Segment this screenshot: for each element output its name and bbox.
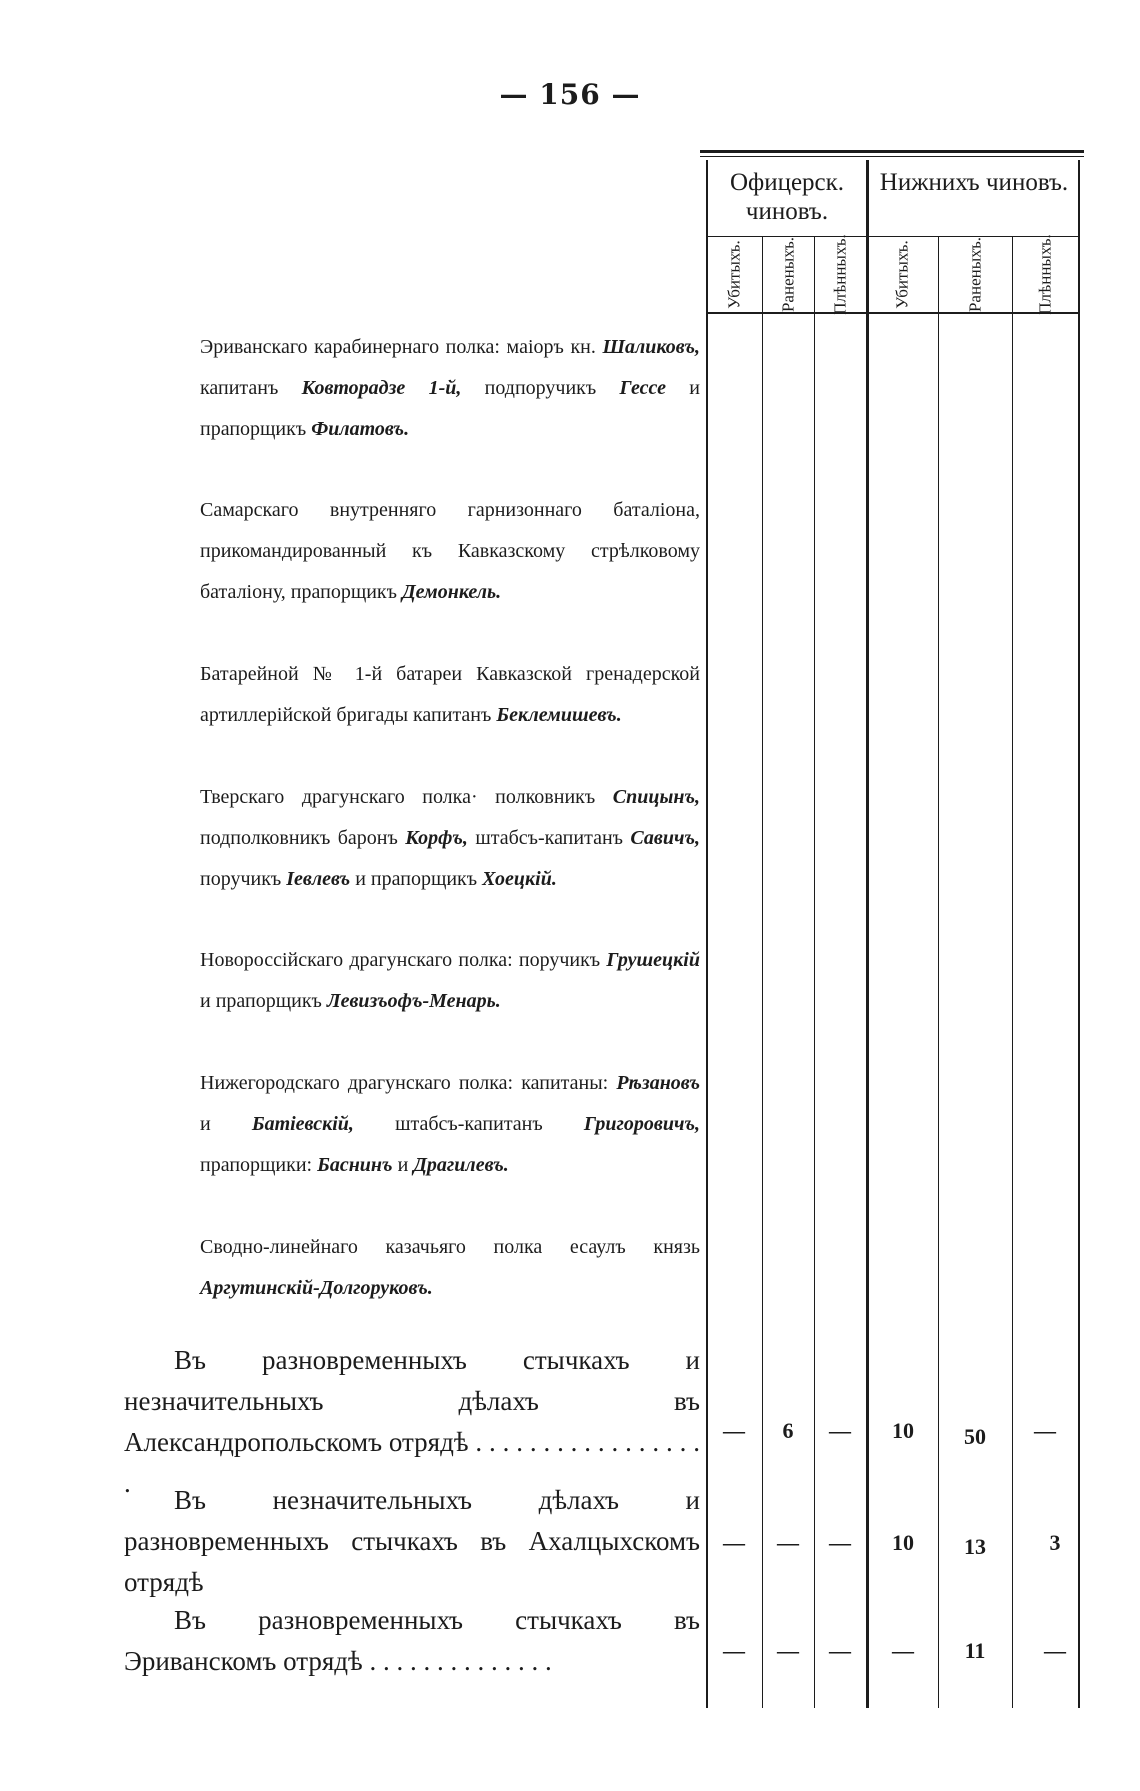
person-name: Драгилевъ. <box>413 1154 509 1176</box>
col-ranks-captured: Плѣнныхъ. <box>1035 234 1055 315</box>
person-name: Савичъ, <box>630 827 700 849</box>
row1-ranks-killed: 10 <box>892 1418 914 1443</box>
table-left-border <box>706 160 708 1708</box>
person-name: Шаликовъ, <box>602 336 700 358</box>
paragraph-text: и прапорщикъ <box>200 990 327 1012</box>
paragraph-novorossiysk <box>200 940 700 1022</box>
paragraph-text: штабсъ-капитанъ <box>353 1113 584 1135</box>
person-name: Рѣзановъ <box>616 1072 700 1094</box>
paragraph-text: штабсъ-капитанъ <box>467 827 631 849</box>
row3-ranks-killed: — <box>892 1638 914 1663</box>
summary-row-erivan: Въ разновременныхъ стычкахъ въ Эриванскомъ отрядѣ . . . . . . . . . . . . . . <box>124 1605 700 1676</box>
officers-header: Офицерск. чиновъ. <box>729 169 845 225</box>
table-right-border <box>1078 160 1080 1708</box>
paragraph-text: Нижегородскаго драгунскаго полка: капитаны: <box>200 1072 617 1094</box>
table-top-rule <box>700 150 1084 153</box>
paragraph-erivan <box>200 327 700 450</box>
col-officers-captured: Плѣнныхъ. <box>830 234 850 315</box>
summary-row-aleksandropol: Въ разновременныхъ стычкахъ и незначительныхъ дѣлахъ въ Александропольскомъ отрядѣ . . . . . . . . . . . . . . . . . . <box>124 1345 700 1498</box>
paragraph-cossack <box>200 1227 700 1309</box>
paragraph-text: поручикъ <box>200 868 287 890</box>
person-name: Григоровичъ, <box>583 1113 701 1135</box>
paragraph-tver <box>200 777 700 900</box>
paragraph-text: Сводно-линейнаго казачьяго полка есаулъ князь <box>200 1236 700 1258</box>
paragraph-text: прапорщики: <box>200 1154 318 1176</box>
paragraph-text: капитанъ <box>200 377 302 399</box>
person-name: Филатовъ. <box>311 418 410 440</box>
paragraph-text: Новороссійскаго драгунскаго полка: поручикъ <box>200 949 607 971</box>
person-name: Корфъ, <box>405 827 468 849</box>
col-officers-killed: Убитыхъ. <box>724 240 744 309</box>
row2-officers-captured: — <box>829 1530 851 1555</box>
row2-officers-killed: — <box>723 1530 745 1555</box>
col-divider-4 <box>938 236 939 1708</box>
paragraph-text: подполковникъ баронъ <box>200 827 406 849</box>
paragraph-text: подпоручикъ <box>461 377 620 399</box>
row3-ranks-wounded: 11 <box>964 1638 986 1663</box>
summary-row-akhaltsikh: Въ незначительныхъ дѣлахъ и разновременныхъ стычкахъ въ Ахалцыхскомъ отрядѣ <box>124 1485 700 1597</box>
paragraph-text: и <box>392 1154 414 1176</box>
col-divider-5 <box>1012 236 1013 1708</box>
paragraph-samara <box>200 490 700 613</box>
paragraph-text: Тверскаго драгунскаго полка· полковникъ <box>200 786 613 808</box>
row2-ranks-killed: 10 <box>892 1530 914 1555</box>
row3-officers-wounded: — <box>777 1638 799 1663</box>
person-name: Беклемишевъ. <box>496 704 622 726</box>
col-divider-2 <box>814 236 815 1708</box>
person-name: Аргутинскій-Долгоруковъ. <box>200 1277 433 1299</box>
col-divider-1 <box>762 236 763 1708</box>
person-name: Левизъофъ-Менарь. <box>326 990 501 1012</box>
group-divider <box>866 160 869 1708</box>
person-name: Ковторадзе 1-й, <box>301 377 462 399</box>
row2-ranks-wounded: 13 <box>964 1534 986 1559</box>
row3-officers-killed: — <box>723 1638 745 1663</box>
paragraph-nizhny <box>200 1063 700 1186</box>
row1-officers-killed: — <box>723 1418 745 1443</box>
paragraph-text: и прапорщикъ <box>350 868 483 890</box>
person-name: Грушецкій <box>606 949 700 971</box>
person-name: Баснинъ <box>317 1154 393 1176</box>
paragraph-text: и прапорщикъ <box>200 377 701 440</box>
row3-ranks-captured: — <box>1044 1638 1066 1663</box>
row1-officers-wounded: 6 <box>782 1418 794 1443</box>
row1-ranks-captured: — <box>1034 1418 1056 1443</box>
row3-officers-captured: — <box>829 1638 851 1663</box>
col-officers-wounded: Раненыхъ. <box>778 236 798 313</box>
paragraph-battery <box>200 654 700 736</box>
person-name: Іевлевъ <box>286 868 351 890</box>
person-name: Спицынъ, <box>612 786 700 808</box>
col-ranks-killed: Убитыхъ. <box>892 240 912 309</box>
person-name: Батіевскій, <box>251 1113 354 1135</box>
person-name: Гессе <box>619 377 666 399</box>
paragraph-text: Батарейной № 1-й батареи Кавказской гренадерской артиллерійской бригады капитанъ <box>200 663 700 726</box>
paragraph-text: Самарскаго внутренняго гарнизоннаго баталіона, прикомандированный къ Кавказскому стрѣлковому баталіону, прапорщикъ <box>200 499 700 603</box>
row2-ranks-captured: 3 <box>1049 1530 1061 1555</box>
page-number: — 156 — <box>499 78 641 111</box>
paragraph-text: и <box>200 1113 252 1135</box>
row1-officers-captured: — <box>829 1418 851 1443</box>
row2-officers-wounded: — <box>777 1530 799 1555</box>
person-name: Демонкель. <box>402 581 502 603</box>
col-ranks-wounded: Раненыхъ. <box>965 236 985 313</box>
table-top-rule-2 <box>700 156 1084 157</box>
person-name: Хоецкій. <box>482 868 557 890</box>
row1-ranks-wounded: 50 <box>964 1424 986 1449</box>
paragraph-text: Эриванскаго карабинернаго полка: маіоръ кн. <box>200 336 603 358</box>
lower-ranks-header: Нижнихъ чиновъ. <box>879 169 1069 196</box>
